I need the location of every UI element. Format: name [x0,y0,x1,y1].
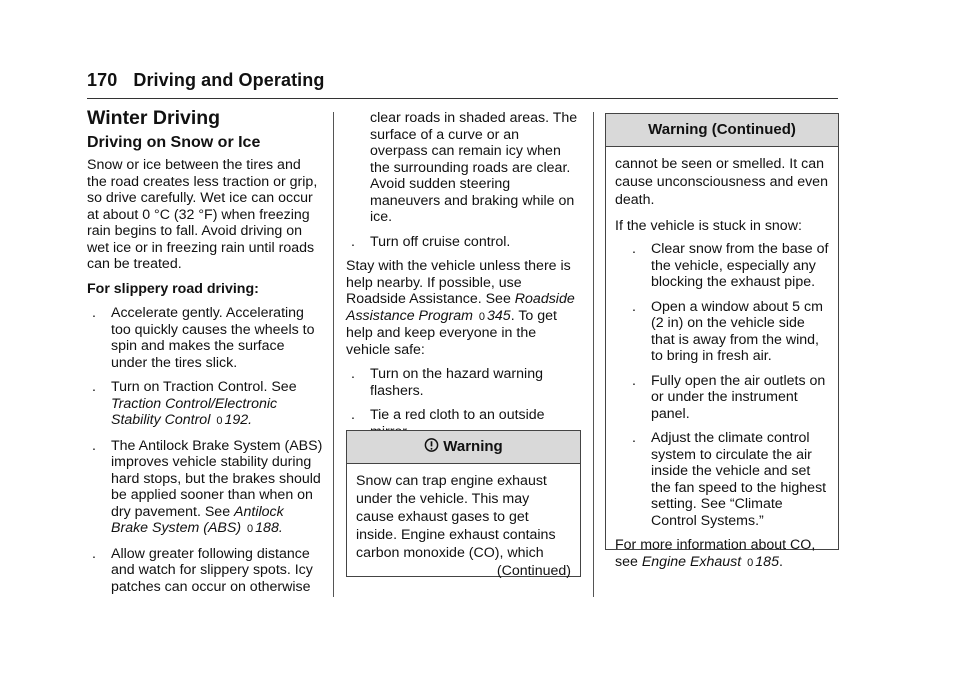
bullet-marker: . [632,241,636,257]
list-item: . Accelerate gently. Accelerating too quickly causes the wheels to spin and makes the surface under the tires slick. [87,305,323,371]
page-ref-arrow-icon: 0 [747,557,754,569]
bullet-marker: . [92,305,96,321]
warning-icon [424,437,439,453]
header-rule [87,98,838,99]
warning-body: Snow can trap engine exhaust under the vehicle. This may cause exhaust gases to get inside. Engine exhaust contains carbon monoxide (CO), which (Continued) [356,473,571,579]
page-reference[interactable]: 185 [755,554,779,570]
list-item: . The Antilock Brake System (ABS) improves vehicle stability during hard stops, but the brakes should be applied sooner than when on dry pavement. See Antilock Brake System (ABS) 0 188. [87,438,323,538]
list-item: . Tie a red cloth to an outside [346,407,580,440]
list-item: . Turn on the hazard warning flashers. [346,366,580,399]
slippery-road-heading: For slippery road driving: [87,280,259,297]
warning-title: Warning [443,438,503,455]
bullet-marker: . [92,379,96,395]
section-heading: Winter Driving [87,107,221,129]
stay-with-vehicle-paragraph: Stay with the vehicle unless there is help nearby. If possible, use Roadside Assistance. See Roadside Assistance Program 0 345. To get help and keep everyone in the vehicle safe: [346,258,575,358]
bullet-marker: . [632,298,636,315]
list-item-continuation: clear roads in shaded areas. The surface of a curve or an overpass can remain icy when the surrounding roads are clear. Avoid sudden steering maneuvers and braking while on ice. [370,110,578,225]
warning-continued-header: Warning (Continued) [606,114,838,147]
column-divider-1 [333,112,334,597]
page-ref-arrow-icon: 0 [216,415,223,427]
page-reference[interactable]: 188 [255,520,279,536]
bullet-marker: . [351,407,355,423]
cross-reference-link[interactable]: Engine Exhaust [641,554,742,570]
list-item: . Fully open the air outlets on or under the instrument panel. [627,373,829,423]
bullet-marker: . [351,233,355,250]
cross-reference-link[interactable]: Traction Control/Electronic Stability Control [111,395,278,428]
intro-paragraph: Snow or ice between the tires and the road creates less traction or grip, so drive carefully. Wet ice can occur at about 0 °C (32 °F) when freezing rain begins to fall. Avoid driving on wet ice or in freezing rain until roads can be treated. [87,157,318,272]
list-item: . Turn on Traction Control. See Traction Control/Electronic Stability Control 0 192. [87,379,323,430]
list-item: . Clear snow from the base of the vehicle, especially any blocking the exhaust pipe. [627,241,829,291]
column-1 [87,107,323,603]
list-item: . Adjust the climate control system to circulate the air inside the vehicle and set the fan speed to the highest setting. See “Climate Control Systems.” [627,430,829,529]
column-2 [346,110,580,448]
warning-continued-body: cannot be seen or smelled. It can cause unconsciousness and even death. If the vehicle is stuck in snow: . Clear snow from the base of the vehicle, especially any blocking the exhaust pipe. . Open a window about 5 cm (2 in) on the vehicle side that is away from the wind, to bring in fresh air. . Fully open the air outlets on or under the instrument panel. . Adjust the climate control system to circulate the air inside the vehicle and set the fan speed to the highest setting. See “Climate Control Systems.” For more information about CO, see Engine Exhaust 0 185. [615,156,829,570]
continued-label: (Continued) [496,563,571,579]
bullet-marker: . [92,545,96,562]
warning-box [346,430,581,577]
cross-reference-link[interactable]: Roadside Assistance Program [346,291,575,324]
page-ref-arrow-icon: 0 [247,523,254,535]
bullet-marker: . [632,372,636,389]
list-item: . Turn off cruise control. [346,234,580,251]
page-reference[interactable]: 192 [224,412,249,428]
page-number: 170 [87,70,118,90]
bullet-marker: . [351,366,355,382]
list-item: . Allow greater following distance and watch for slippery spots. Icy patches can occur on otherwise [87,546,323,596]
cross-reference-link[interactable]: Antilock Brake System (ABS) [111,503,284,536]
page-reference[interactable]: 345 [487,307,511,324]
bullet-marker: . [92,437,96,454]
list-item: . Open a window about 5 cm (2 in) on the vehicle side that is away from the wind, to bring in fresh air. [627,299,829,365]
section-title: Driving and Operating [133,70,325,90]
column-divider-2 [593,112,594,597]
bullet-marker: . [632,430,636,446]
page-ref-arrow-icon: 0 [478,310,486,323]
more-info-paragraph: For more information about CO, see Engine Exhaust 0 185. [615,537,816,570]
warning-continued-box [605,113,839,570]
page-header [87,70,324,91]
subsection-heading: Driving on Snow or Ice [87,133,261,151]
warning-box-header [347,431,580,464]
